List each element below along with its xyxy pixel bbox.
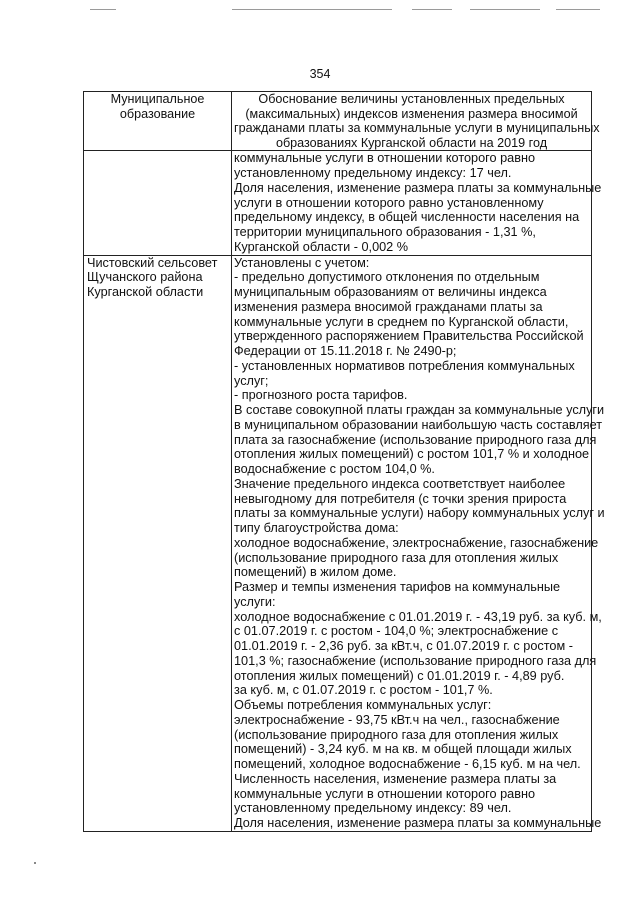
scan-artifact-line	[470, 9, 540, 10]
scan-artifact-line	[556, 9, 600, 10]
page-number: 354	[309, 67, 331, 81]
scan-speck	[34, 862, 36, 864]
scan-artifact-line	[412, 9, 452, 10]
table-row-continuation	[84, 151, 592, 255]
header-municipality: Муниципальное образование	[84, 92, 232, 151]
justification-text: Установлены с учетом: - предельно допустимого отклонения по отдельным муниципальным образованиям от величины индекса изменения размера вносимой гражданами платы за коммунальные услуги в среднем по Курганской области, утвержденного распоряжением Правительства Российской Федерации от 15.11.2018 г. № 2490-р; - установленных нормативов потребления коммунальных услуг; - прогнозного роста тарифов. В составе совокупной платы граждан за коммунальные услуги в муниципальном образовании наибольшую часть составляет плата за газоснабжение (использование природного газа для отопления жилых помещений) с ростом 101,7 % и холодное водоснабжение с ростом 104,0 %. Значение предельного индекса соответствует наиболее невыгодному для потребителя (с точки зрения прироста платы за коммунальные услуги) набору коммунальных услуг и типу благоустройства дома: холодное водоснабжение, электроснабжение, газоснабжение (использование природного газа для отопления жилых помещений) в жилом доме. Размер и темпы изменения тарифов на коммунальные услуги: холодное водоснабжение с 01.01.2019 г. - 43,19 руб. за куб. м, с 01.07.2019 г. с ростом - 104,0 %; электроснабжение с 01.01.2019 г. - 2,36 руб. за кВт.ч, с 01.07.2019 г. с ростом - 101,3 %; газоснабжение (использование природного газа для отопления жилых помещений) с 01.01.2019 г. - 4,89 руб. за куб. м, с 01.07.2019 г. с ростом - 101,7 %. Объемы потребления коммунальных услуг: электроснабжение - 93,75 кВт.ч на чел., газоснабжение (использование природного газа для отопления жилых помещений) - 3,24 куб. м на кв. м общей площади жилых помещений, холодное водоснабжение - 6,15 куб. м на чел. Численность населения, изменение размера платы за коммунальные услуги в отношении которого равно установленному предельному индексу: 89 чел. Доля населения, изменение размера платы за коммунальные	[232, 255, 592, 831]
table-row-chistovsky	[84, 255, 592, 831]
table-header-row	[84, 92, 592, 151]
scan-artifact-line	[90, 9, 116, 10]
municipality-name: Чистовский сельсовет Щучанского района Курганской области	[84, 255, 232, 831]
continuation-text: коммунальные услуги в отношении которого равно установленному предельному индексу: 17 чел. Доля населения, изменение размера платы за коммунальные услуги в отношении которого равно установленному предельному индексу, в общей численности населения на территории муниципального образования - 1,31 %, Курганской области - 0,002 %	[232, 151, 592, 255]
scan-artifact-line	[232, 9, 392, 10]
justification-table	[83, 91, 605, 832]
header-justification: Обоснование величины установленных предельных (максимальных) индексов изменения размера вносимой гражданами платы за коммунальные услуги в муниципальных образованиях Курганской области на 2019 год	[232, 92, 592, 151]
municipality-cell-empty	[84, 151, 232, 255]
